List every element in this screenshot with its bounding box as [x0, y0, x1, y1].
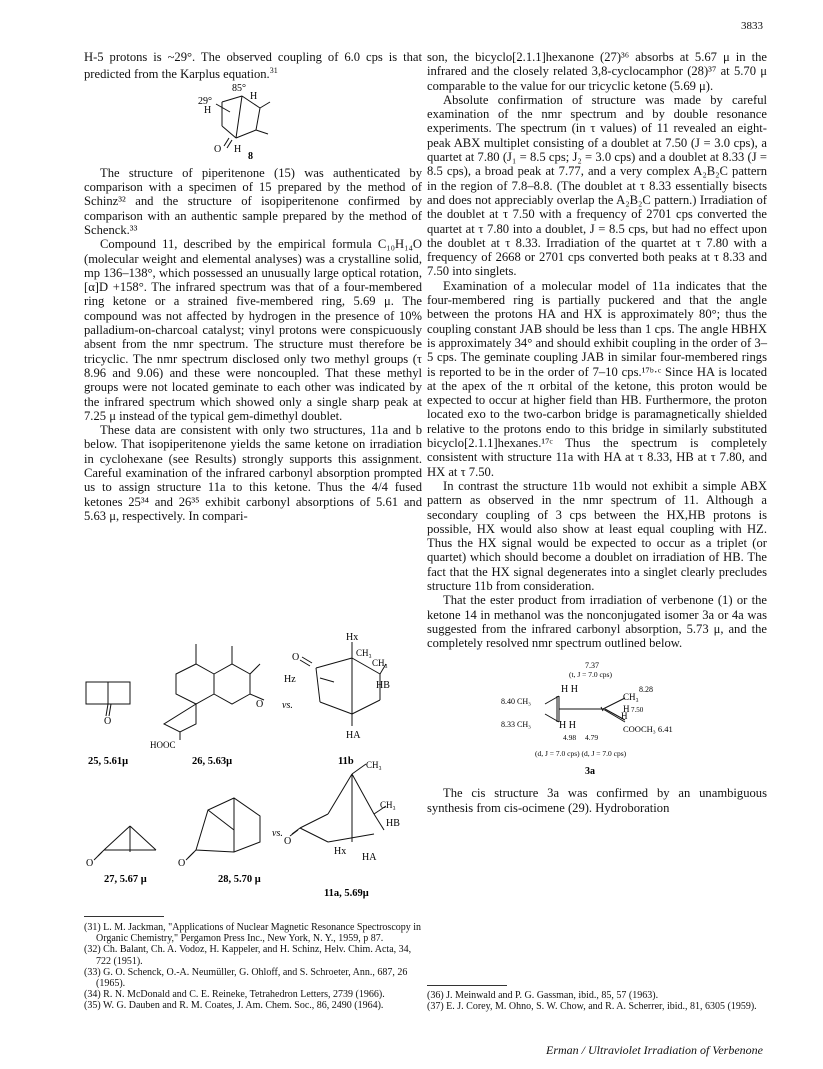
ref-item: (32) Ch. Balant, Ch. A. Vodoz, H. Kappeler, and H. Schinz, Helv. Chim. Acta, 34, 722 (1951).: [84, 944, 412, 967]
vs-label-2: vs.: [272, 828, 283, 839]
right-para-3: Examination of a molecular model of 11a indicates that the four-membered ring is partially puckered and that the angle between the protons HA and HX is approximately 80°; thus the coupling constant JAB should be less than 1 cps. The angle HBHX is approximately 34° and should exhibit coupling in the order of 3–5 cps. The geminate coupling JAB in similar four-membered rings is reported to be in the order of 7–10 cps.¹⁷ᵇ·ᶜ Since HA is located at the apex of the π orbital of the ketone, this proton would be expected to occur at higher field than HB. Furthermore, the proton located exo to the two-carbon bridge is paramagnetically shielded relative to the protons endo to this bridge in similarly substituted bicyclo[2.1.1]hexanes.¹⁷ᶜ Thus the spectrum is completely consistent with structure 11a with HA at τ 8.33, HB at τ 7.80, and HX at τ 7.50.: [427, 278, 767, 479]
fig-11b-ch3a: CH₃: [356, 648, 372, 658]
vs-label-1: vs.: [282, 700, 293, 711]
label-11b: 11b: [338, 756, 354, 767]
nmr-737-j: (t, J = 7.0 cps): [569, 670, 612, 680]
fig-11a-hx: Hx: [334, 846, 347, 857]
nmr-833: 8.33 CH₃: [501, 720, 531, 730]
label-27: 27, 5.67 μ: [104, 874, 147, 885]
ref-item: (34) R. N. McDonald and C. E. Reineke, Tetrahedron Letters, 2739 (1966).: [84, 989, 385, 1001]
left-para-3: These data are consistent with only two structures, 11a and b below. That isopiperitenone yields the same ketone on irradiation in cyclohexane (see Results) strongly supports this assignment. Careful examination of the infrared carbonyl absorption prompted us to assign structure 11a to this ketone. Thus the 4/4 fused ketones 25³⁴ and 26³⁵ exhibit carbonyl absorptions of 5.61 and 5.63 μ, respectively. In compari-: [84, 423, 422, 523]
fig-28-o: O: [178, 858, 186, 869]
fig-11a-o: O: [284, 836, 292, 847]
nmr-dd: (d, J = 7.0 cps) (d, J = 7.0 cps): [535, 749, 627, 759]
nmr-hh-top: H H: [561, 684, 578, 696]
fig-11b-hx: Hx: [346, 632, 359, 643]
nmr-h-750: H: [623, 704, 630, 715]
struct8-h3: H: [234, 143, 242, 155]
ref-item: (37) E. J. Corey, M. Ohno, S. W. Chow, and R. A. Scherrer, ibid., 81, 6305 (1959).: [427, 1001, 757, 1013]
nmr-h-right: H: [621, 711, 628, 722]
struct8-h1: H: [250, 90, 258, 102]
right-para-2: Absolute confirmation of structure was made by careful examination of the nmr spectrum and by double resonance experiments. The spectrum (in τ values) of 11 revealed an eight-peak ABX multiplet consisting of a doublet at 7.50 (J = 3.0 cps), a quartet at 7.80 (J₁ = 8.5 cps; J₂ = 3.0 cps) and a doublet at 8.33 (J = 8.5 cps), a broad peak at 7.77, and a very complex A₂B₂C pattern in the region of 7.8–8.8. (The doublet at τ 8.33 essentially bisects and does not appreciably overlap the A₂B₂C pattern.) Irradiation of the doublet at τ 7.50 with a frequency of 2701 cps converted the quartet at τ 7.80 into a doublet, J = 8.5 cps, but had no effect upon the doublet at τ 8.33. Irradiation of the quartet at τ 7.80 with a frequency of 2668 or 2701 cps converted both peaks at τ 8.33 and 7.50 into singlets.: [427, 92, 767, 279]
left-top-text: [84, 50, 422, 82]
structure-3a: [427, 656, 767, 786]
left-column: [84, 50, 422, 523]
right-para-1: son, the bicyclo[2.1.1]hexanone (27)³⁶ absorbs at 5.67 μ in the infrared and the closely related 3,8-cyclocamphor (28)³⁷ at 5.70 μ comparable to the value for our tricyclic ketone (5.69 μ).: [427, 50, 767, 93]
left-top-sentence: H-5 protons is ~29°. The observed coupling of 6.0 cps is that predicted from the Karplus equation.: [84, 50, 422, 82]
fig-11b-ch3b: CH₃: [372, 658, 388, 668]
fig-11a-ch3b: CH₃: [380, 800, 396, 810]
struct8-h2: H: [204, 104, 212, 116]
label-26: 26, 5.63μ: [192, 756, 233, 767]
struct8-label: 8: [248, 150, 253, 160]
nmr-cooch3: COOCH₃ 6.41: [623, 724, 673, 735]
fig-11a-ch3: CH₃: [366, 760, 382, 770]
fig-26-hooc: HOOC: [150, 740, 176, 750]
right-column: [427, 50, 767, 815]
running-footer: Erman / Ultraviolet Irradiation of Verbenone: [546, 1043, 763, 1057]
ref-31: 31: [269, 66, 278, 76]
nmr-ch3-right: CH₃: [623, 692, 639, 703]
fig-11a-ha: HA: [362, 852, 377, 863]
label-28: 28, 5.70 μ: [218, 874, 261, 885]
fig-11b-hb: HB: [376, 680, 390, 691]
page-number: 3833: [741, 20, 763, 32]
angle-85: 85°: [232, 82, 246, 94]
ref-item: (35) W. G. Dauben and R. M. Coates, J. Am. Chem. Soc., 86, 2490 (1964).: [84, 1000, 384, 1012]
right-para-4: In contrast the structure 11b would not exhibit a simple ABX pattern as observed in the nmr spectrum of 11. Although a secondary coupling of 3 cps between the HX,HB protons is possible, HX would also show at least equal coupling with HZ. Thus the HX signal would be expected to occur as a triplet (or quartet) which should become a doublet on irradiation of HB. The fact that the HX signal degenerates into a singlet clearly precludes structure 11b from consideration.: [427, 478, 767, 593]
nmr-479: 4.79: [585, 733, 599, 743]
angle-29: 29°: [198, 95, 212, 107]
nmr-737: 7.37: [585, 661, 599, 671]
fig-11b-o: O: [292, 652, 300, 663]
fig-25-o: O: [104, 716, 112, 727]
label-25: 25, 5.61μ: [88, 756, 129, 767]
structure-8: [84, 82, 422, 160]
ref-item: (31) L. M. Jackman, "Applications of Nuclear Magnetic Resonance Spectroscopy in Organic Chemistry," Pergamon Press Inc., New York, N. Y., 1959, p 87.: [84, 922, 422, 945]
left-references: [84, 922, 422, 1012]
right-para-5: That the ester product from irradiation of verbenone (1) or the ketone 14 in methanol was the nonconjugated isomer 3a or 4a was suggested from the infrared carbonyl absorption, 5.73 μ, and the completely resolved nmr spectrum outlined below.: [427, 593, 767, 651]
right-tail: The cis structure 3a was confirmed by an unambiguous synthesis from cis-ocimene (29). Hydroboration: [427, 786, 767, 815]
right-refs-rule: [427, 985, 507, 986]
fig-26-o: O: [256, 699, 264, 710]
nmr-840: 8.40 CH₃: [501, 697, 531, 707]
fig-11b-ha: HA: [346, 730, 361, 741]
nmr-750: 7.50: [631, 706, 644, 715]
nmr-498: 4.98: [563, 733, 577, 743]
ref-item: (36) J. Meinwald and P. G. Gassman, ibid., 85, 57 (1963).: [427, 990, 659, 1001]
struct3a-label: 3a: [585, 766, 595, 778]
left-para-2: Compound 11, described by the empirical formula C₁₀H₁₄O (molecular weight and elemental analyses) was a crystalline solid, mp 136–138°, which possessed an unusually large optical rotation, [α]D +158°. The infrared spectrum was that of a four-membered ring ketone or a strained five-membered ring, 5.69 μ. The compound was not affected by hydrogen in the presence of 10% palladium-on-charcoal catalyst; vinyl protons were conspicuously absent from the nmr spectrum. The structure must therefore be tricyclic. The nmr spectrum disclosed only two methyl groups (τ 8.96 and 9.06) and these were noncoupled. That these methyl groups were not located geminate to each other was indicated by the infrared spectrum which showed only a single sharp peak at 7.25 μ instead of the typical gem-dimethyl doublet.: [84, 237, 422, 423]
ref-item: (33) G. O. Schenck, O.-A. Neumüller, G. Ohloff, and S. Schroeter, Ann., 687, 26 (1965).: [84, 966, 408, 990]
right-references: [427, 990, 767, 1012]
nmr-828: 8.28: [639, 685, 653, 695]
fig-11b-hz: Hz: [284, 674, 296, 685]
nmr-hh-bottom: H H: [559, 720, 576, 732]
fig-27-o: O: [86, 858, 94, 869]
left-refs-rule: [84, 916, 164, 917]
struct8-o: O: [214, 143, 222, 155]
structures-figure: [84, 630, 424, 913]
label-11a: 11a, 5.69μ: [324, 888, 369, 899]
left-para-1: The structure of piperitenone (15) was authenticated by comparison with a specimen of 15 prepared by the method of Schinz³² and the structure of isopiperitenone confirmed by comparison with an authentic sample prepared by the method of Schenck.³³: [84, 165, 422, 237]
fig-11a-hb: HB: [386, 818, 400, 829]
